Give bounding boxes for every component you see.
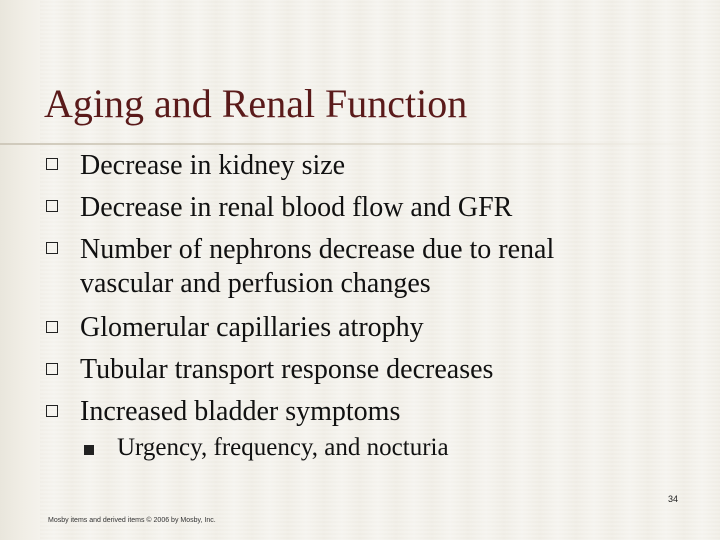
hollow-square-bullet-icon (46, 321, 58, 333)
hollow-square-bullet-icon (46, 200, 58, 212)
title-divider (0, 143, 720, 145)
hollow-square-bullet-icon (46, 242, 58, 254)
bullet-item: Decrease in renal blood flow and GFR (80, 192, 513, 223)
bullet-item: Decrease in kidney size (80, 150, 346, 181)
hollow-square-bullet-icon (46, 158, 58, 170)
bullet-item: Increased bladder symptoms (80, 396, 401, 427)
bullet-item: Glomerular capillaries atrophy (80, 312, 424, 343)
slide-left-margin (0, 0, 40, 540)
slide-title: Aging and Renal Function (44, 81, 468, 126)
hollow-square-bullet-icon (46, 363, 58, 375)
page-number: 34 (667, 494, 678, 504)
sub-bullet-item: Urgency, frequency, and nocturia (117, 434, 449, 461)
copyright-notice: Mosby items and derived items © 2006 by Mosby, Inc. (48, 517, 216, 524)
hollow-square-bullet-icon (46, 405, 58, 417)
filled-square-bullet-icon (84, 445, 94, 455)
bullet-item-continuation: vascular and perfusion changes (80, 268, 431, 299)
bullet-item: Number of nephrons decrease due to renal (80, 234, 555, 265)
bullet-item: Tubular transport response decreases (80, 354, 494, 385)
